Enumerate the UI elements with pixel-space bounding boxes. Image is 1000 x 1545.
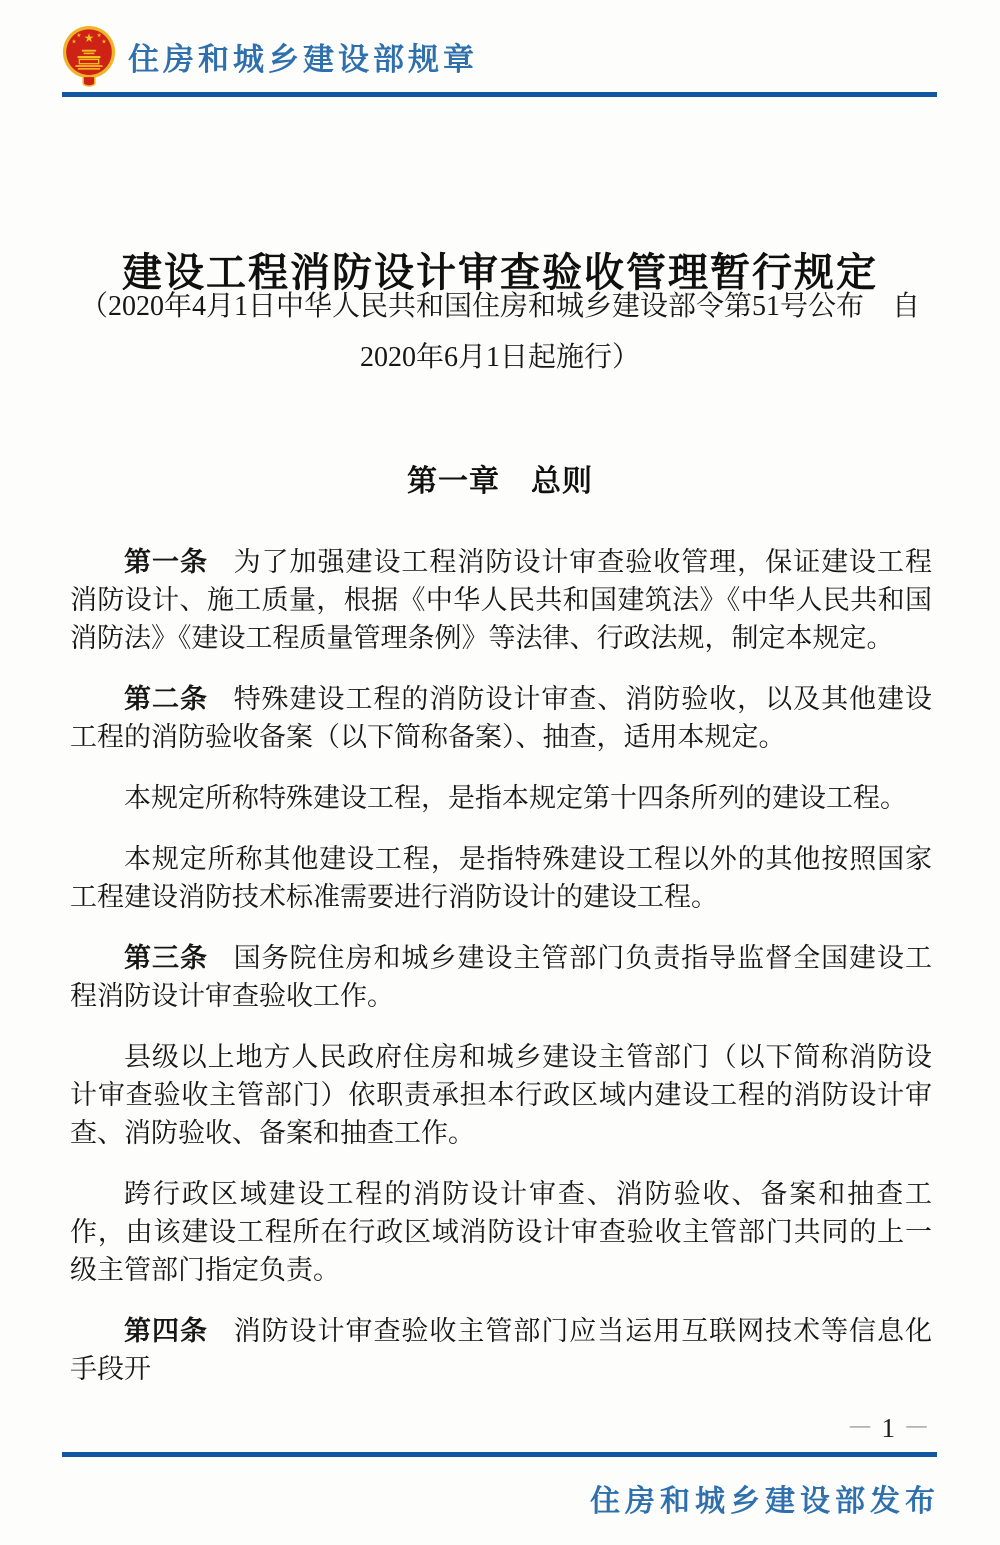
page-number-dash-right: － (903, 1413, 938, 1443)
paragraph-article-3-clause-3 (70, 1175, 932, 1289)
article-text: 为了加强建设工程消防设计审查验收管理，保证建设工程消防设计、施工质量，根据《中华人民共和国建筑法》《中华人民共和国消防法》《建设工程质量管理条例》等法律、行政法规，制定本规定。 (70, 547, 933, 653)
header-badge-label: 住房和城乡建设部规章 (128, 41, 478, 77)
paragraph-article-2 (70, 680, 932, 756)
paragraph-article-3 (70, 939, 932, 1015)
document-body (70, 543, 932, 1411)
article-text: 消防设计审查验收主管部门应当运用互联网技术等信息化手段开 (70, 1316, 933, 1384)
page-header (60, 24, 478, 88)
paragraph-article-4 (70, 1312, 932, 1388)
paragraph-article-3-clause-2 (70, 1038, 932, 1152)
paragraph-article-1 (70, 543, 932, 657)
article-text: 国务院住房和城乡建设主管部门负责指导监督全国建设工程消防设计审查验收工作。 (70, 943, 933, 1011)
article-text: 本规定所称特殊建设工程，是指本规定第十四条所列的建设工程。 (124, 783, 907, 813)
page-number-dash-left: － (846, 1413, 882, 1443)
chapter-heading: 第一章 总则 (407, 464, 593, 498)
subtitle-line-1: （2020年4月1日中华人民共和国住房和城乡建设部令第51号公布 自 (79, 291, 920, 322)
document-subtitle (0, 281, 1000, 383)
page-number (847, 1406, 939, 1445)
article-label: 第四条 (124, 1316, 208, 1346)
china-national-emblem-icon (60, 24, 118, 88)
article-label: 第二条 (124, 684, 208, 714)
publisher-label: 住房和城乡建设部发布 (590, 1485, 940, 1518)
article-text: 特殊建设工程的消防设计审查、消防验收，以及其他建设工程的消防验收备案（以下简称备案）、抽查，适用本规定。 (70, 684, 933, 752)
article-text: 跨行政区域建设工程的消防设计审查、消防验收、备案和抽查工作，由该建设工程所在行政区域消防设计审查验收主管部门共同的上一级主管部门指定负责。 (70, 1179, 932, 1285)
subtitle-line-2: 2020年6月1日起施行） (359, 342, 640, 373)
paragraph-article-2-clause-3 (70, 840, 932, 916)
article-text: 本规定所称其他建设工程，是指特殊建设工程以外的其他按照国家工程建设消防技术标准需要进行消防设计的建设工程。 (70, 844, 932, 912)
paragraph-article-2-clause-2 (70, 779, 932, 817)
article-label: 第一条 (124, 547, 208, 577)
footer-divider-line (62, 1452, 937, 1457)
header-divider-line (62, 92, 937, 97)
article-label: 第三条 (124, 943, 208, 973)
document-title: 建设工程消防设计审查验收管理暂行规定 (122, 250, 878, 295)
article-text: 县级以上地方人民政府住房和城乡建设主管部门（以下简称消防设计审查验收主管部门）依职责承担本行政区域内建设工程的消防设计审查、消防验收、备案和抽查工作。 (70, 1042, 932, 1148)
page-number-value: 1 (881, 1413, 903, 1443)
